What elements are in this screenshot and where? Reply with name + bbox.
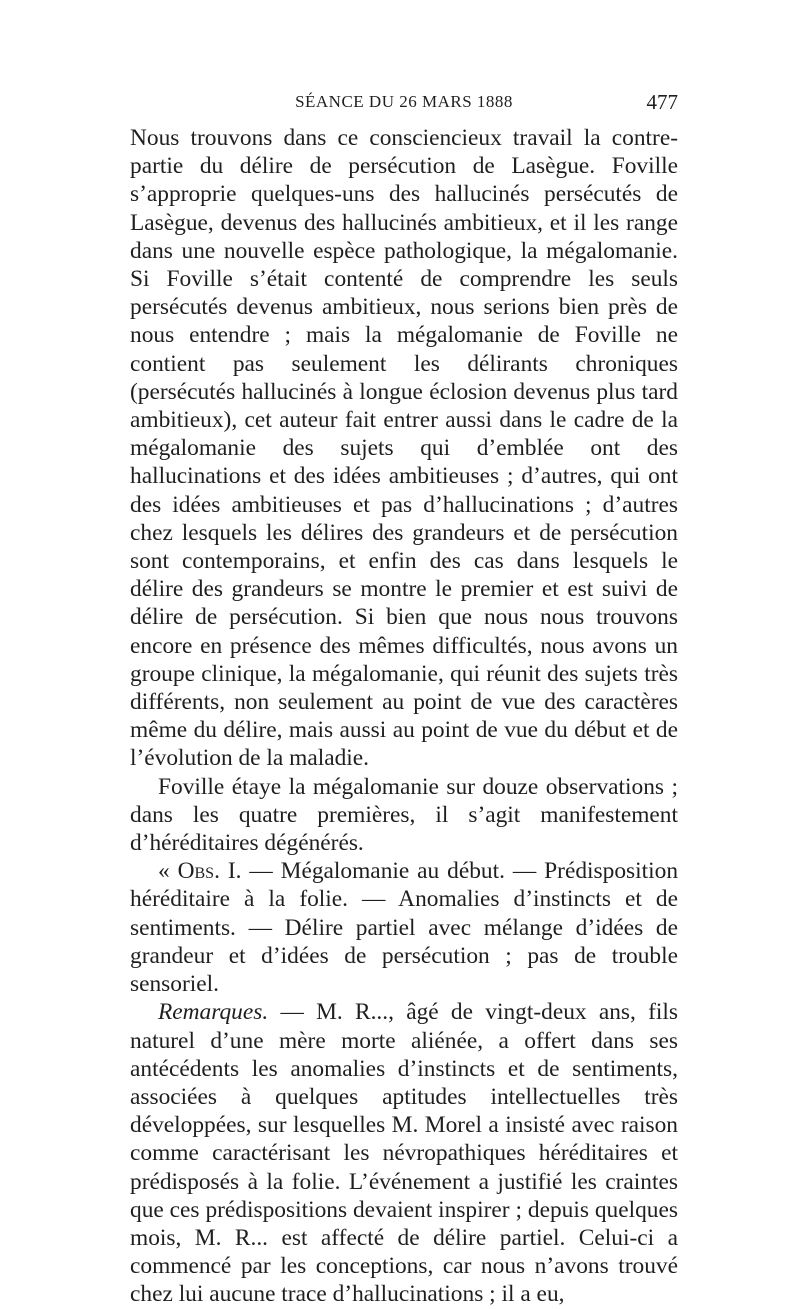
running-head-title: SÉANCE DU 26 MARS 1888 xyxy=(295,92,513,111)
body-text xyxy=(130,124,678,1309)
remarques-text: — M. R..., âgé de vingt-deux ans, fils naturel d’une mère morte aliénée, a offert dans ses antécédents les anomalies d’instincts et de sentiments, associées à quelques aptitudes intellectuelles très développées, sur lesquelles M. Morel a insisté avec raison comme caractérisant les névropathiques héréditaires et prédisposés à la folie. L’événement a justifié les craintes que ces prédispositions devaient inspirer ; depuis quelques mois, M. R... est affecté de délire partiel. Celui-ci a commencé par les conceptions, car nous n’avons trouvé chez lui aucune trace d’hallucinations ; il a eu, xyxy=(130,999,678,1308)
paragraph-obs-one xyxy=(130,857,678,998)
running-head xyxy=(130,90,678,120)
obs-description: — Mégalomanie au début. — Prédisposition héréditaire à la folie. — Anomalies d’instincts et de sentiments. — Délire partiel avec mélange d’idées de grandeur et d’idées de persécution ; pas de trouble sensoriel. xyxy=(130,858,679,998)
paragraph-observations: Foville étaye la mégalomanie sur douze observations ; dans les quatre premières, il s’agit manifestement d’héréditaires dégénérés. xyxy=(130,773,678,857)
obs-label: Obs. I. xyxy=(177,858,242,885)
page-number: 477 xyxy=(646,90,678,114)
paragraph-foville-mégalomanie: Nous trouvons dans ce consciencieux travail la contre-partie du délire de persécution de Lasègue. Foville s’approprie quelques-uns des hallucinés persécutés de Lasègue, devenus des hallucinés ambitieux, et il les range dans une nouvelle espèce pathologique, la mégalomanie. Si Foville s’était contenté de comprendre les seuls persécutés devenus ambitieux, nous serions bien près de nous entendre ; mais la mégalomanie de Foville ne contient pas seulement les délirants chroniques (persécutés hallucinés à longue éclosion devenus plus tard ambitieux), cet auteur fait entrer aussi dans le cadre de la mégalomanie des sujets qui d’emblée ont des hallucinations et des idées ambitieuses ; d’autres, qui ont des idées ambitieuses et pas d’hallucinations ; d’autres chez lesquels les délires des grandeurs et de persécution sont contemporains, et enfin des cas dans lesquels le délire des grandeurs se montre le premier et est suivi de délire de persécution. Si bien que nous nous trouvons encore en présence des mêmes difficultés, nous avons un groupe clinique, la mégalomanie, qui réunit des sujets très différents, non seulement au point de vue des caractères même du délire, mais aussi au point de vue du début et de l’évolution de la maladie. xyxy=(130,125,678,772)
paragraph-remarques xyxy=(130,998,678,1308)
remarques-label: Remarques. xyxy=(158,999,269,1026)
quote-mark: « xyxy=(158,858,178,885)
